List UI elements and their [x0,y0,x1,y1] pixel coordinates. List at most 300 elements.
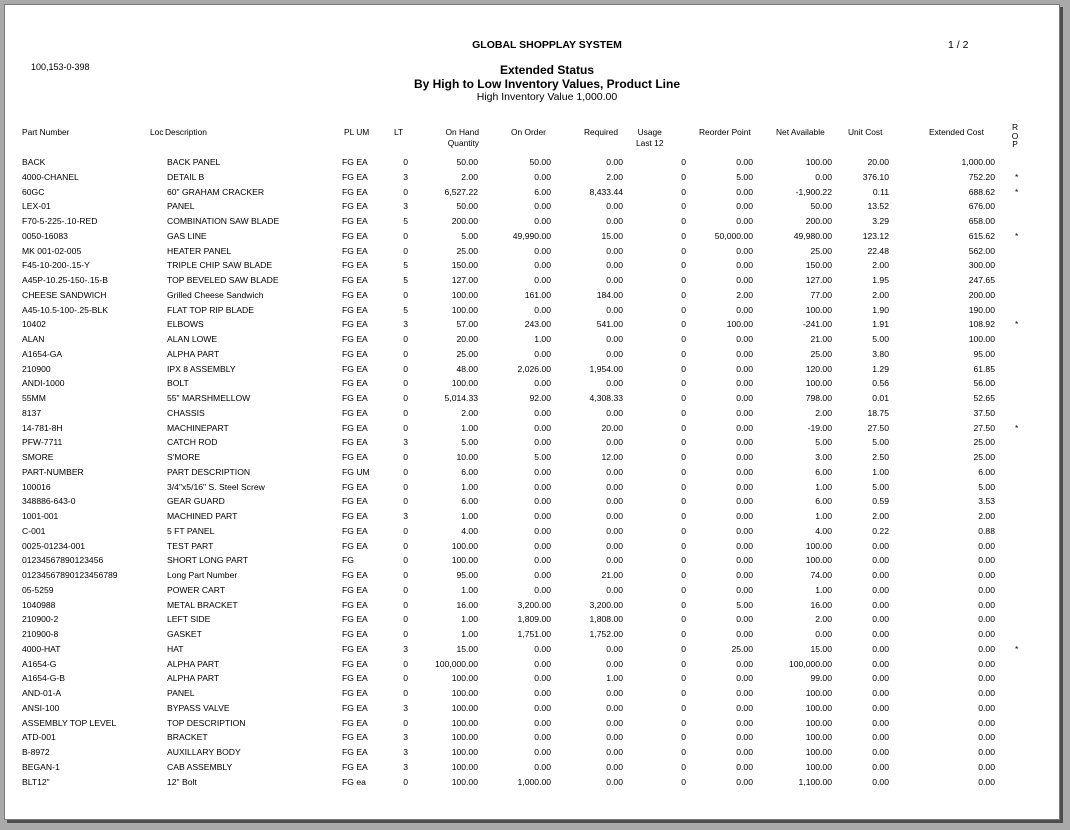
table-row [5,214,1059,229]
cell-lead-time: 0 [403,540,408,551]
cell-required: 0.00 [606,688,623,698]
cell-net-available: 25.00 [810,245,832,256]
cell-lead-time: 5 [403,216,408,226]
cell-part-number: ASSEMBLY TOP LEVEL [22,717,117,728]
cell-description: GEAR GUARD [167,496,225,507]
cell-unit-cost: 13.52 [867,201,889,212]
cell-pl-um: FG EA [342,275,368,285]
cell-unit-cost: 0.00 [872,747,889,757]
cell-lead-time: 3 [403,171,408,182]
cell-net-available: 0.00 [815,629,832,639]
cell-lead-time: 3 [403,511,408,521]
cell-extended-cost: 0.00 [978,688,995,698]
cell-part-number: A45P-10.25-150-.15-B [22,275,108,285]
cell-description: ALPHA PART [167,673,220,684]
cell-pl-um: FG EA [342,747,368,757]
cell-required: 0.00 [606,348,623,359]
cell-lead-time: 3 [403,437,408,448]
cell-on-hand-quantity: 25.00 [456,245,478,256]
report-code: 100,153-0-398 [31,62,90,72]
cell-lead-time: 3 [403,732,408,743]
table-row [5,317,1059,332]
cell-on-hand-quantity: 100.00 [451,747,478,757]
cell-lead-time: 0 [403,614,408,625]
cell-pl-um: FG EA [342,481,368,492]
cell-description: METAL BRACKET [167,599,238,610]
cell-usage-last-12: 0 [681,584,686,595]
cell-extended-cost: 0.00 [978,747,995,757]
cell-on-order: 1,000.00 [517,776,551,787]
cell-usage-last-12: 0 [681,245,686,256]
cell-net-available: 1.00 [815,511,832,521]
cell-extended-cost: 0.00 [978,629,995,639]
cell-part-number: MK 001-02-005 [22,245,82,256]
cell-on-hand-quantity: 1.00 [461,481,478,492]
cell-pl-um: FG EA [342,304,368,315]
col-extended-cost: Extended Cost [929,127,984,137]
cell-description: FLAT TOP RIP BLADE [167,304,254,315]
cell-net-available: 49,980.00 [793,230,832,241]
cell-extended-cost: 25.00 [973,437,995,448]
cell-required: 0.00 [606,702,623,713]
cell-on-order: 0.00 [534,688,551,698]
cell-net-available: 50.00 [810,201,832,212]
col-usage-last-12: Usage Last 12 [636,127,664,148]
col-pl-um: PL UM [344,127,370,137]
cell-unit-cost: 3.80 [872,348,889,359]
cell-reorder-point: 0.00 [736,437,753,448]
cell-usage-last-12: 0 [681,599,686,610]
cell-required: 0.00 [606,407,623,418]
cell-pl-um: FG EA [342,599,368,610]
cell-required: 4,308.33 [589,393,623,403]
cell-part-number: CHEESE SANDWICH [22,289,107,300]
cell-required: 1,808.00 [589,614,623,625]
cell-on-order: 0.00 [534,496,551,507]
cell-on-order: 1,809.00 [517,614,551,625]
cell-required: 0.00 [606,658,623,669]
table-row [5,598,1059,613]
cell-description: 3/4"x5/16" S. Steel Screw [167,481,265,492]
cell-unit-cost: 27.50 [867,422,889,433]
cell-required: 0.00 [606,525,623,536]
table-row [5,760,1059,775]
cell-usage-last-12: 0 [681,230,686,241]
cell-reorder-point: 0.00 [736,452,753,462]
cell-net-available: 100.00 [805,688,832,698]
cell-on-order: 0.00 [534,555,551,566]
cell-net-available: 100.00 [805,304,832,315]
cell-part-number: 348886-643-0 [22,496,76,507]
cell-unit-cost: 1.29 [872,363,889,374]
cell-extended-cost: 0.00 [978,643,995,654]
cell-net-available: 6.00 [815,496,832,507]
cell-net-available: 100.00 [805,157,832,167]
cell-on-hand-quantity: 95.00 [456,570,478,580]
cell-lead-time: 0 [403,629,408,639]
cell-unit-cost: 2.00 [872,511,889,521]
col-on-order: On Order [511,127,546,137]
col-part-number: Part Number [22,127,70,137]
cell-lead-time: 0 [403,776,408,787]
cell-part-number: SMORE [22,452,54,462]
cell-unit-cost: 0.00 [872,732,889,743]
cell-net-available: 16.00 [810,599,832,610]
cell-net-available: 1.00 [815,481,832,492]
col-rop: R O P [1011,122,1019,150]
cell-part-number: 0025-01234-001 [22,540,86,551]
cell-part-number: 55MM [22,393,46,403]
cell-required: 8,433.44 [589,186,623,197]
cell-usage-last-12: 0 [681,319,686,330]
cell-unit-cost: 0.00 [872,776,889,787]
report-subtitle: By High to Low Inventory Values, Product Line [413,77,681,91]
cell-description: 12" Bolt [167,776,197,787]
cell-unit-cost: 2.00 [872,289,889,300]
cell-part-number: 210900 [22,363,51,374]
cell-pl-um: FG EA [342,157,368,167]
cell-required: 0.00 [606,717,623,728]
cell-description: HAT [167,643,184,654]
col-lt: LT [394,127,404,137]
cell-required: 0.00 [606,555,623,566]
cell-part-number: 4000-HAT [22,643,61,654]
table-row [5,376,1059,391]
cell-part-number: 210900-8 [22,629,59,639]
cell-reorder-point: 0.00 [736,378,753,389]
cell-extended-cost: 0.00 [978,717,995,728]
cell-lead-time: 0 [403,599,408,610]
cell-lead-time: 0 [403,230,408,241]
cell-pl-um: FG EA [342,319,368,330]
cell-on-order: 0.00 [534,761,551,772]
cell-lead-time: 5 [403,275,408,285]
cell-net-available: 15.00 [810,643,832,654]
cell-lead-time: 3 [403,319,408,330]
cell-on-hand-quantity: 1.00 [461,584,478,595]
cell-description: CATCH ROD [167,437,218,448]
cell-required: 0.00 [606,776,623,787]
cell-lead-time: 0 [403,673,408,684]
cell-extended-cost: 562.00 [968,245,995,256]
cell-usage-last-12: 0 [681,496,686,507]
col-description: Description [165,127,207,137]
table-row [5,553,1059,568]
cell-on-hand-quantity: 100.00 [451,702,478,713]
cell-on-order: 92.00 [529,393,551,403]
cell-part-number: 01234567890123456789 [22,570,118,580]
cell-usage-last-12: 0 [681,422,686,433]
cell-required: 12.00 [601,452,623,462]
cell-unit-cost: 2.00 [872,260,889,271]
cell-unit-cost: 0.56 [872,378,889,389]
cell-on-order: 49,990.00 [512,230,551,241]
cell-pl-um: FG EA [342,540,368,551]
cell-unit-cost: 20.00 [867,157,889,167]
cell-reorder-point: 0.00 [736,584,753,595]
cell-lead-time: 0 [403,452,408,462]
cell-reorder-point: 0.00 [736,555,753,566]
table-row [5,480,1059,495]
cell-on-hand-quantity: 2.00 [461,407,478,418]
cell-on-order: 0.00 [534,747,551,757]
cell-part-number: 60GC [22,186,45,197]
cell-usage-last-12: 0 [681,570,686,580]
cell-pl-um: FG EA [342,496,368,507]
cell-on-order: 0.00 [534,658,551,669]
cell-reorder-point: 0.00 [736,363,753,374]
cell-description: AUXILLARY BODY [167,747,241,757]
cell-description: PANEL [167,201,195,212]
cell-net-available: 100.00 [805,540,832,551]
cell-pl-um: FG EA [342,363,368,374]
cell-description: BOLT [167,378,189,389]
cell-lead-time: 0 [403,688,408,698]
cell-lead-time: 0 [403,407,408,418]
table-row [5,347,1059,362]
cell-net-available: 3.00 [815,452,832,462]
cell-pl-um: FG EA [342,761,368,772]
cell-on-hand-quantity: 6,527.22 [444,186,478,197]
col-on-hand-quantity: On Hand Quantity [445,127,479,148]
table-row [5,170,1059,185]
cell-on-hand-quantity: 5.00 [461,230,478,241]
cell-description: Grilled Cheese Sandwich [167,289,264,300]
cell-extended-cost: 752.20 [968,171,995,182]
cell-extended-cost: 2.00 [978,511,995,521]
cell-pl-um: FG EA [342,525,368,536]
cell-usage-last-12: 0 [681,555,686,566]
table-row [5,627,1059,642]
cell-net-available: 798.00 [805,393,832,403]
table-row [5,509,1059,524]
cell-rop-flag: * [1015,230,1019,241]
cell-description: TOP BEVELED SAW BLADE [167,275,279,285]
cell-on-order: 0.00 [534,201,551,212]
cell-on-order: 3,200.00 [517,599,551,610]
cell-net-available: 2.00 [815,407,832,418]
cell-required: 0.00 [606,245,623,256]
cell-rop-flag: * [1015,422,1019,433]
cell-description: DETAIL B [167,171,205,182]
cell-on-hand-quantity: 100.00 [451,761,478,772]
cell-pl-um: FG ea [342,776,366,787]
cell-rop-flag: * [1015,319,1019,330]
cell-unit-cost: 0.22 [872,525,889,536]
cell-lead-time: 0 [403,570,408,580]
cell-on-hand-quantity: 200.00 [451,216,478,226]
cell-usage-last-12: 0 [681,171,686,182]
cell-on-order: 0.00 [534,275,551,285]
cell-net-available: -241.00 [802,319,832,330]
cell-reorder-point: 0.00 [736,776,753,787]
cell-usage-last-12: 0 [681,289,686,300]
cell-unit-cost: 0.00 [872,629,889,639]
cell-required: 0.00 [606,747,623,757]
cell-part-number: BACK [22,157,46,167]
cell-on-hand-quantity: 100.00 [451,555,478,566]
cell-unit-cost: 123.12 [862,230,889,241]
cell-usage-last-12: 0 [681,614,686,625]
cell-usage-last-12: 0 [681,732,686,743]
cell-on-order: 0.00 [534,643,551,654]
cell-description: CHASSIS [167,407,205,418]
cell-net-available: 1.00 [815,584,832,595]
cell-net-available: 100.00 [805,761,832,772]
cell-pl-um: FG [342,555,354,566]
cell-extended-cost: 190.00 [968,304,995,315]
cell-required: 1.00 [606,673,623,684]
cell-reorder-point: 0.00 [736,186,753,197]
table-row [5,450,1059,465]
cell-required: 15.00 [601,230,623,241]
cell-pl-um: FG EA [342,230,368,241]
cell-net-available: 100.00 [805,747,832,757]
cell-reorder-point: 0.00 [736,717,753,728]
cell-part-number: ALAN [22,334,45,344]
cell-required: 0.00 [606,216,623,226]
cell-extended-cost: 0.00 [978,555,995,566]
cell-lead-time: 3 [403,761,408,772]
cell-part-number: 1001-001 [22,511,59,521]
cell-lead-time: 0 [403,186,408,197]
cell-lead-time: 3 [403,201,408,212]
cell-pl-um: FG EA [342,614,368,625]
table-row [5,421,1059,436]
table-row [5,362,1059,377]
cell-required: 0.00 [606,466,623,477]
cell-on-order: 0.00 [534,481,551,492]
cell-description: BYPASS VALVE [167,702,230,713]
cell-pl-um: FG EA [342,171,368,182]
cell-pl-um: FG EA [342,717,368,728]
cell-on-hand-quantity: 100.00 [451,717,478,728]
cell-extended-cost: 5.00 [978,481,995,492]
cell-on-order: 0.00 [534,525,551,536]
table-row [5,303,1059,318]
cell-usage-last-12: 0 [681,540,686,551]
cell-usage-last-12: 0 [681,334,686,344]
cell-net-available: 100.00 [805,555,832,566]
cell-on-hand-quantity: 100.00 [451,732,478,743]
cell-on-order: 0.00 [534,407,551,418]
cell-unit-cost: 0.00 [872,658,889,669]
cell-rop-flag: * [1015,643,1019,654]
cell-lead-time: 0 [403,422,408,433]
cell-lead-time: 0 [403,658,408,669]
table-row [5,657,1059,672]
cell-pl-um: FG EA [342,407,368,418]
cell-part-number: 0050-16083 [22,230,68,241]
cell-required: 0.00 [606,540,623,551]
cell-on-hand-quantity: 127.00 [451,275,478,285]
cell-unit-cost: 3.29 [872,216,889,226]
cell-on-hand-quantity: 48.00 [456,363,478,374]
cell-lead-time: 0 [403,525,408,536]
cell-lead-time: 0 [403,481,408,492]
cell-extended-cost: 52.65 [973,393,995,403]
cell-description: Long Part Number [167,570,238,580]
cell-on-hand-quantity: 5.00 [461,437,478,448]
cell-lead-time: 3 [403,747,408,757]
cell-on-order: 161.00 [524,289,551,300]
cell-reorder-point: 0.00 [736,466,753,477]
cell-pl-um: FG EA [342,437,368,448]
table-row [5,671,1059,686]
cell-pl-um: FG EA [342,201,368,212]
cell-lead-time: 0 [403,363,408,374]
cell-usage-last-12: 0 [681,643,686,654]
cell-on-hand-quantity: 50.00 [456,201,478,212]
cell-on-order: 0.00 [534,304,551,315]
cell-required: 0.00 [606,481,623,492]
cell-on-hand-quantity: 1.00 [461,614,478,625]
cell-description: PART DESCRIPTION [167,466,251,477]
cell-on-hand-quantity: 100.00 [451,688,478,698]
cell-reorder-point: 0.00 [736,260,753,271]
cell-pl-um: FG EA [342,584,368,595]
cell-extended-cost: 658.00 [968,216,995,226]
cell-reorder-point: 0.00 [736,540,753,551]
cell-on-order: 0.00 [534,511,551,521]
cell-on-order: 243.00 [524,319,551,330]
cell-extended-cost: 247.65 [968,275,995,285]
table-row [5,494,1059,509]
cell-on-order: 0.00 [534,245,551,256]
cell-usage-last-12: 0 [681,776,686,787]
cell-required: 0.00 [606,260,623,271]
cell-on-order: 0.00 [534,216,551,226]
col-unit-cost: Unit Cost [848,127,883,137]
cell-reorder-point: 0.00 [736,658,753,669]
cell-reorder-point: 0.00 [736,732,753,743]
cell-on-hand-quantity: 1.00 [461,629,478,639]
cell-pl-um: FG EA [342,348,368,359]
cell-required: 0.00 [606,496,623,507]
cell-pl-um: FG EA [342,216,368,226]
cell-reorder-point: 5.00 [736,171,753,182]
cell-extended-cost: 0.00 [978,732,995,743]
cell-on-hand-quantity: 1.00 [461,422,478,433]
cell-on-hand-quantity: 100.00 [451,673,478,684]
cell-part-number: 210900-2 [22,614,59,625]
cell-extended-cost: 0.00 [978,776,995,787]
cell-on-order: 0.00 [534,540,551,551]
table-row [5,612,1059,627]
cell-reorder-point: 0.00 [736,511,753,521]
cell-on-order: 0.00 [534,717,551,728]
cell-description: POWER CART [167,584,226,595]
cell-lead-time: 0 [403,348,408,359]
cell-unit-cost: 5.00 [872,437,889,448]
cell-on-hand-quantity: 6.00 [461,466,478,477]
cell-usage-last-12: 0 [681,437,686,448]
cell-extended-cost: 200.00 [968,289,995,300]
cell-required: 184.00 [596,289,623,300]
cell-on-order: 0.00 [534,584,551,595]
cell-pl-um: FG EA [342,702,368,713]
cell-extended-cost: 1,000.00 [961,157,995,167]
col-loc: Loc [150,127,164,137]
cell-on-order: 0.00 [534,260,551,271]
cell-net-available: 5.00 [815,437,832,448]
cell-on-order: 5.00 [534,452,551,462]
cell-extended-cost: 0.00 [978,673,995,684]
cell-part-number: 100016 [22,481,51,492]
cell-net-available: 100,000.00 [788,658,832,669]
cell-part-number: PART-NUMBER [22,466,84,477]
cell-usage-last-12: 0 [681,393,686,403]
